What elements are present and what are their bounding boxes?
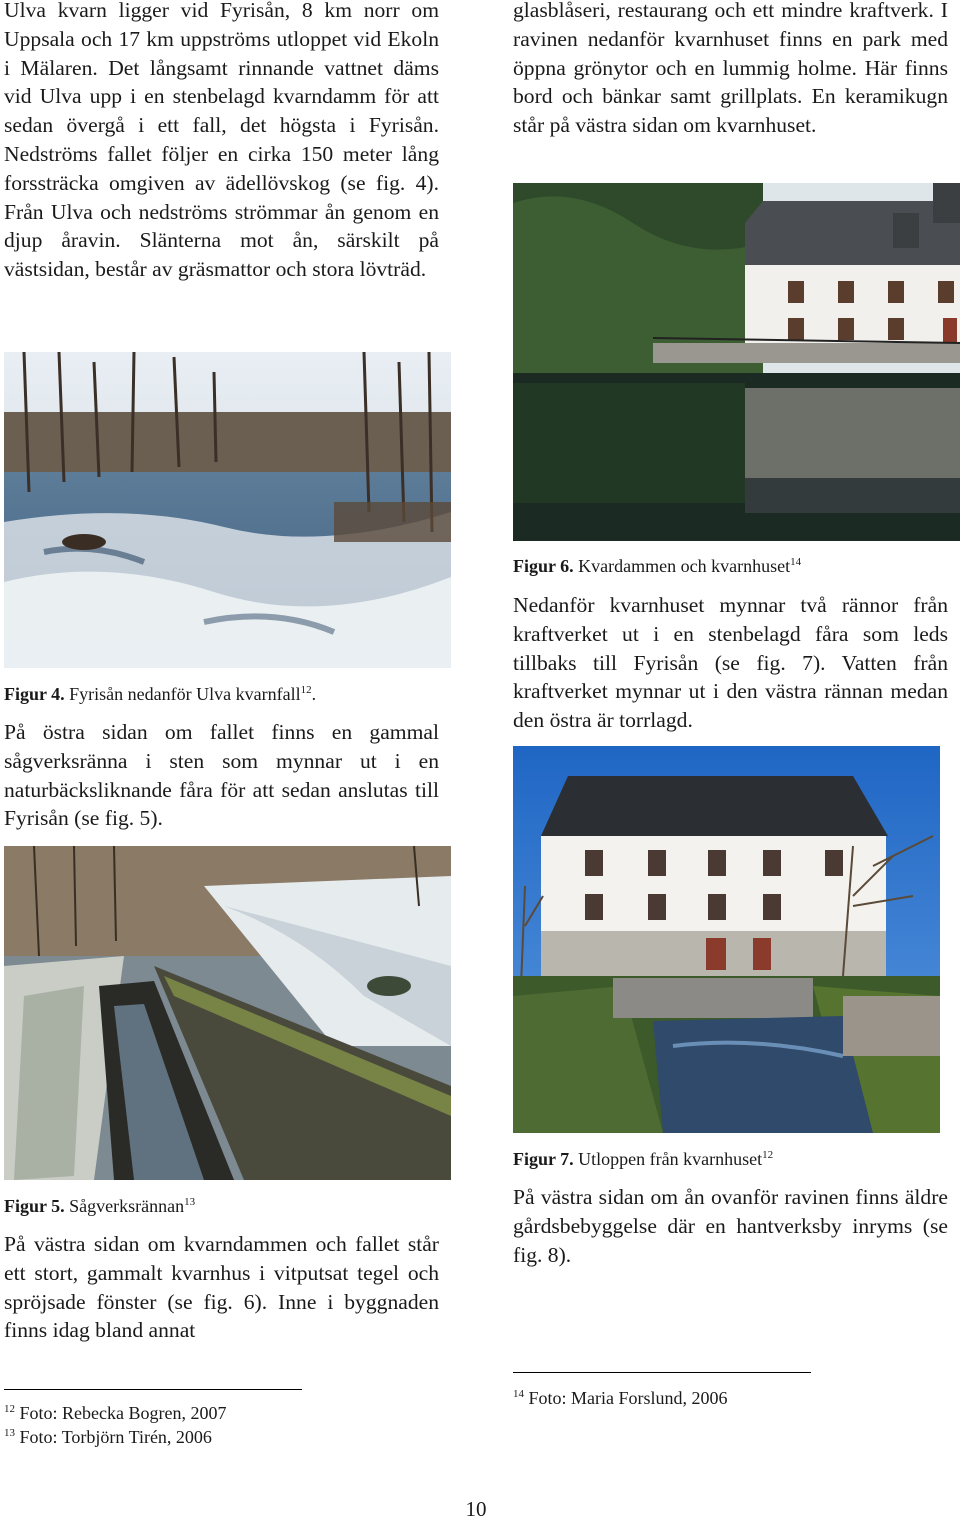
page-number: 10 — [465, 1497, 487, 1521]
figure-6-caption: Figur 6. Kvardammen och kvarnhuset$^{14}$ — [513, 556, 802, 576]
photo-millhouse-outlets — [513, 746, 940, 1133]
millhouse-paragraph: På västra sidan om kvarndammen och fallet står ett stort, gammalt kvarnhus i vitputsat tegel och spröjsade fönster (se fig. 6). Inne i byggnaden finns idag bland annat — [4, 1232, 439, 1343]
figure-5-caption: Figur 5. Sågverksrännan$^{13}$ — [4, 1196, 196, 1216]
footnote-rule-left — [4, 1389, 302, 1390]
figure-7-caption: Figur 7. Utloppen från kvarnhuset$^{12}$ — [513, 1149, 774, 1169]
footnote-12: $^{12}$ Foto: Rebecka Bogren, 2007 — [4, 1403, 227, 1423]
channels-paragraph: Nedanför kvarnhuset mynnar två rännor från kraftverket ut i en stenbelagd fåra som leds tillbaks till Fyrisån (se fig. 7). Vatten från kraftverket mynnar ut i den västra rännan medan den östra är torrlagd. — [513, 593, 948, 733]
footnote-13: $^{13}$ Foto: Torbjörn Tirén, 2006 — [4, 1427, 212, 1447]
continuation-paragraph: glasblåseri, restaurang och ett mindre kraftverk. I ravinen nedanför kvarnhuset finns en park med öppna grönytor och en lummig holme. Här finns bord och bänkar samt grillplats. En keramikugn står på västra sidan om kvarnhuset. — [513, 0, 948, 138]
footnote-14: $^{14}$ Foto: Maria Forslund, 2006 — [513, 1388, 728, 1408]
footnote-rule-right — [513, 1372, 811, 1373]
photo-mill-pond-millhouse — [513, 183, 960, 541]
photo-sawmill-channel — [4, 846, 451, 1180]
intro-paragraph: Ulva kvarn ligger vid Fyrisån, 8 km norr om Uppsala och 17 km uppströms utloppet vid Ekoln i Mälaren. Det långsamt rinnande vattnet däms vid Ulva upp i en stenbelagd kvarndamm för att sedan övergå i ett fall, det högsta i Fyrisån. Nedströms fallet följer en cirka 150 meter lång forssträcka omgiven av ädellövskog (se fig. 4). Från Ulva och nedströms strömmar ån genom en djup åravin. Slänterna mot ån, särskilt på västsidan, består av gräsmattor och stora lövträd. — [4, 0, 439, 282]
photo-fyrisan-rapids — [4, 352, 451, 668]
farmstead-paragraph: På västra sidan om ån ovanför ravinen finns äldre gårdsbebyggelse där en hantverksby inryms (se fig. 8). — [513, 1185, 948, 1267]
figure-4-caption: Figur 4. Fyrisån nedanför Ulva kvarnfall$^{12}$. — [4, 684, 317, 704]
sawmill-paragraph: På östra sidan om fallet finns en gammal sågverksränna i sten som mynnar ut i en naturbäcksliknande fåra för att sedan anslutas till Fyrisån (se fig. 5). — [4, 720, 439, 831]
